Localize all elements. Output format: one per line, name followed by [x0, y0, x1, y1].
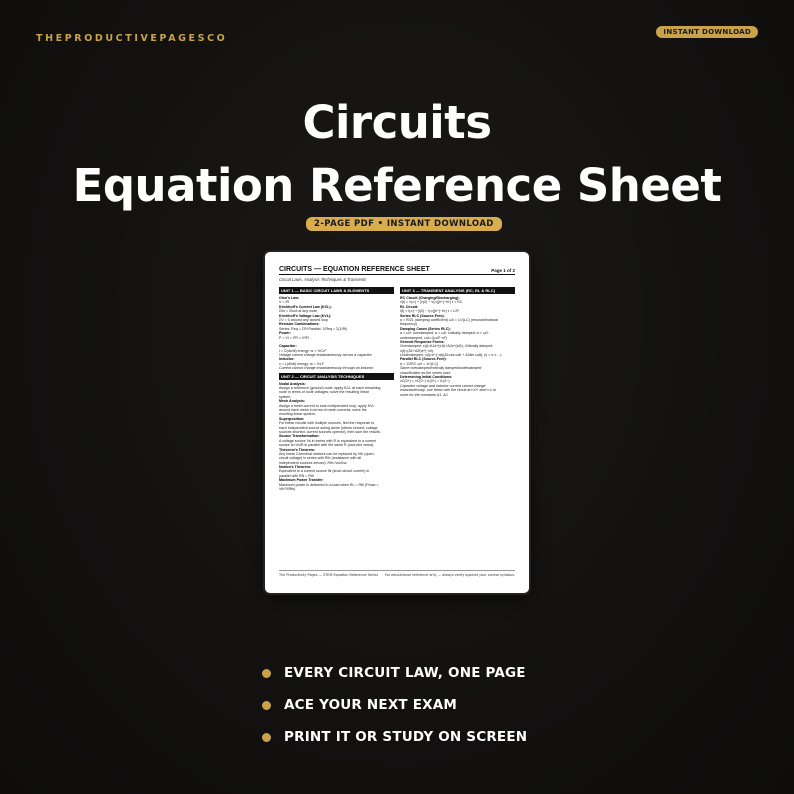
sheet-line: Any linear 2-terminal network can be replaced by Vth (open- [279, 451, 375, 456]
sheet-line: circuit voltage) in series with Rth (resistance with all [279, 456, 362, 461]
sheet-unit-heading: UNIT 1 — BASIC CIRCUIT LAWS & ELEMENTS [279, 287, 394, 294]
sheet-line: each independent source acting alone (others zeroed: voltage [279, 425, 378, 430]
sheet-page-number: Page 1 of 2 [491, 268, 515, 273]
sheet-line: around each mesh in terms of mesh currents; solve the [279, 407, 367, 412]
sheet-line: Underdamped: x(t)=e^(−αt)(A1cos ωdt + A2sin ωdt); (s = α ± ...) [400, 353, 502, 358]
sheet-line: Kirchhoff's Current Law (KCL): [279, 304, 332, 309]
sheet-line: Superposition: [279, 416, 305, 421]
sheet-line: Vth²/4Rth) [279, 487, 296, 492]
sheet-line: vC(0+) = vC(0−) iL(0+) = iL(0−) [400, 379, 450, 384]
sheet-line: Norton's Theorem: [279, 465, 312, 470]
sheet-line: Series RLC (Source-Free): [400, 313, 445, 318]
sheet-line: V = IR [279, 300, 290, 305]
sheet-line: Assign a mesh current to each independent loop; apply KVL [279, 403, 375, 408]
sheet-footer-right: For educational reference only — always verify against your course syllabus. [384, 573, 515, 577]
sheet-line: source Is=Vs/R in parallel with the same R (and vice versa). [279, 443, 375, 448]
sheet-right-column [400, 285, 515, 491]
sheet-line: ΣV = 0 around any closed loop [279, 317, 328, 322]
sheet-line: RC Circuit (Charging/Discharging): [400, 296, 460, 300]
sheet-line: Series: Req = ΣRi Parallel: 1/Req = Σ(1/Ri) [279, 326, 348, 331]
page-title-line-1: Circuits [302, 96, 492, 149]
bullet-dot-icon [262, 701, 271, 710]
sheet-line: Power: [279, 331, 291, 336]
sheet-line: Assign a reference (ground) node; apply KCL at each remaining [279, 386, 381, 391]
sheet-unit-heading: UNIT 3 — TRANSIENT ANALYSIS (RC, RL & RLC) [400, 287, 515, 294]
sheet-line: Maximum power is delivered to a load when RL = Rth (Pmax = [279, 482, 379, 487]
sheet-title: CIRCUITS — EQUATION REFERENCE SHEET [279, 266, 430, 273]
sheet-line: Same overdamped/critically damped/underdamped [400, 366, 482, 371]
sheet-left-column [279, 285, 394, 491]
sheet-unit-heading: UNIT 2 — CIRCUIT ANALYSIS TECHNIQUES [279, 373, 394, 380]
sheet-line: Maximum Power Transfer: [279, 478, 324, 483]
sheet-line: Ohm's Law: [279, 296, 300, 300]
sheet-line: i = C(dv/dt) energy: w = ½Cv² [279, 348, 326, 353]
instant-download-badge: INSTANT DOWNLOAD [656, 26, 758, 38]
sheet-line: underdamped, ωd=√(ω0²−α²) [400, 335, 447, 340]
sheet-line: node in terms of node voltages; solve the resulting linear [279, 390, 369, 395]
sheet-line: v(t) = v(∞) + [v(0) − v(∞)]e^(−t/τ) τ = RC [400, 300, 463, 305]
feature-item [262, 657, 527, 689]
sheet-line: For linear circuits with multiple sources, find the response to [279, 421, 375, 426]
sheet-line: α = 1/2RC ω0 = 1/√(LC) [400, 361, 439, 366]
sheet-line: Determining Initial Conditions: [400, 375, 453, 380]
feature-item [262, 689, 527, 721]
sheet-line: Equivalent to a current source IN (short-circuit current) in [279, 469, 370, 474]
brand-name: THEPRODUCTIVEPAGESCO [36, 33, 228, 44]
sheet-line: Voltage cannot change instantaneously across a capacitor [279, 353, 372, 358]
sheet-line: α = R/2L (damping coefficient) ω0 = 1/√(LC) (resonant/natural [400, 317, 498, 322]
sheet-line: system. [279, 394, 292, 399]
sheet-footer-left: The Productivity Pages — STEM Equation Reference Series [279, 573, 379, 577]
sheet-line: α > ω0: overdamped; α = ω0: critically damped; α < ω0: [400, 331, 489, 336]
sheet-line: Capacitor voltage and inductor current cannot change [400, 383, 486, 388]
sheet-line: Resistor Combinations: [279, 322, 320, 327]
sheet-line: Parallel RLC (Source-Free): [400, 357, 447, 362]
sheet-preview [265, 252, 529, 593]
sheet-footer [279, 570, 515, 577]
sheet-line: x(t)=(A1+A2t)e^(−αt); [400, 348, 434, 353]
sheet-line: RL Circuit: [400, 304, 419, 309]
feature-list [262, 657, 527, 753]
sheet-line: Damping Cases (Series RLC): [400, 326, 451, 331]
sheet-line: sources shorted, current sources opened), then sum the results. [279, 429, 381, 434]
sheet-line: Capacitor: [279, 344, 297, 349]
feature-text: ACE YOUR NEXT EXAM [284, 697, 458, 713]
sheet-line: v = L(di/dt) energy: w = ½Li² [279, 361, 324, 366]
sheet-line: Kirchhoff's Voltage Law (KVL): [279, 313, 332, 318]
bullet-dot-icon [262, 669, 271, 678]
sheet-line: parallel with RN = Rth [279, 473, 314, 478]
sheet-line: Current cannot change instantaneously through an inductor [279, 366, 374, 371]
sheet-line: resulting linear system. [279, 412, 316, 417]
bullet-dot-icon [262, 733, 271, 742]
sheet-line: classification as the series case. [400, 370, 452, 375]
feature-item [262, 721, 527, 753]
sheet-line: P = VI = I²R = V²/R [279, 335, 309, 340]
sheet-line: solve for the constants A1, A2. [400, 392, 449, 397]
feature-text: PRINT IT OR STUDY ON SCREEN [284, 729, 528, 745]
sheet-line: i(t) = i(∞) + [i(0) − i(∞)]e^(−t/τ) τ = L/R [400, 309, 459, 314]
sheet-line: frequency) [400, 322, 417, 327]
sheet-line: ΣIin = ΣIout at any node [279, 309, 318, 314]
sheet-line: Inductor: [279, 357, 295, 362]
format-badge: 2-PAGE PDF • INSTANT DOWNLOAD [306, 217, 502, 231]
feature-text: EVERY CIRCUIT LAW, ONE PAGE [284, 665, 526, 681]
sheet-line: instantaneously; use these with the circuit at t=0+ and t=∞ to [400, 388, 497, 393]
sheet-header [279, 266, 515, 275]
sheet-line: Overdamped: x(t)=A1e^(s1t)+A2e^(s2t); Critically damped: [400, 344, 494, 349]
sheet-line: General Response Forms: [400, 339, 445, 344]
sheet-line: Source Transformation: [279, 434, 320, 439]
sheet-line: A voltage source Vs in series with R is equivalent to a current [279, 438, 377, 443]
sheet-line: Mesh Analysis: [279, 399, 306, 404]
sheet-subtitle: Circuit Laws, Analysis Techniques & Transients [279, 277, 367, 282]
sheet-line: Nodal Analysis: [279, 381, 306, 386]
page-title-line-2: Equation Reference Sheet [72, 159, 722, 212]
sheet-line: independent sources zeroed). Rth=Voc/Isc [279, 460, 347, 465]
sheet-line: Thévenin's Theorem: [279, 447, 316, 452]
